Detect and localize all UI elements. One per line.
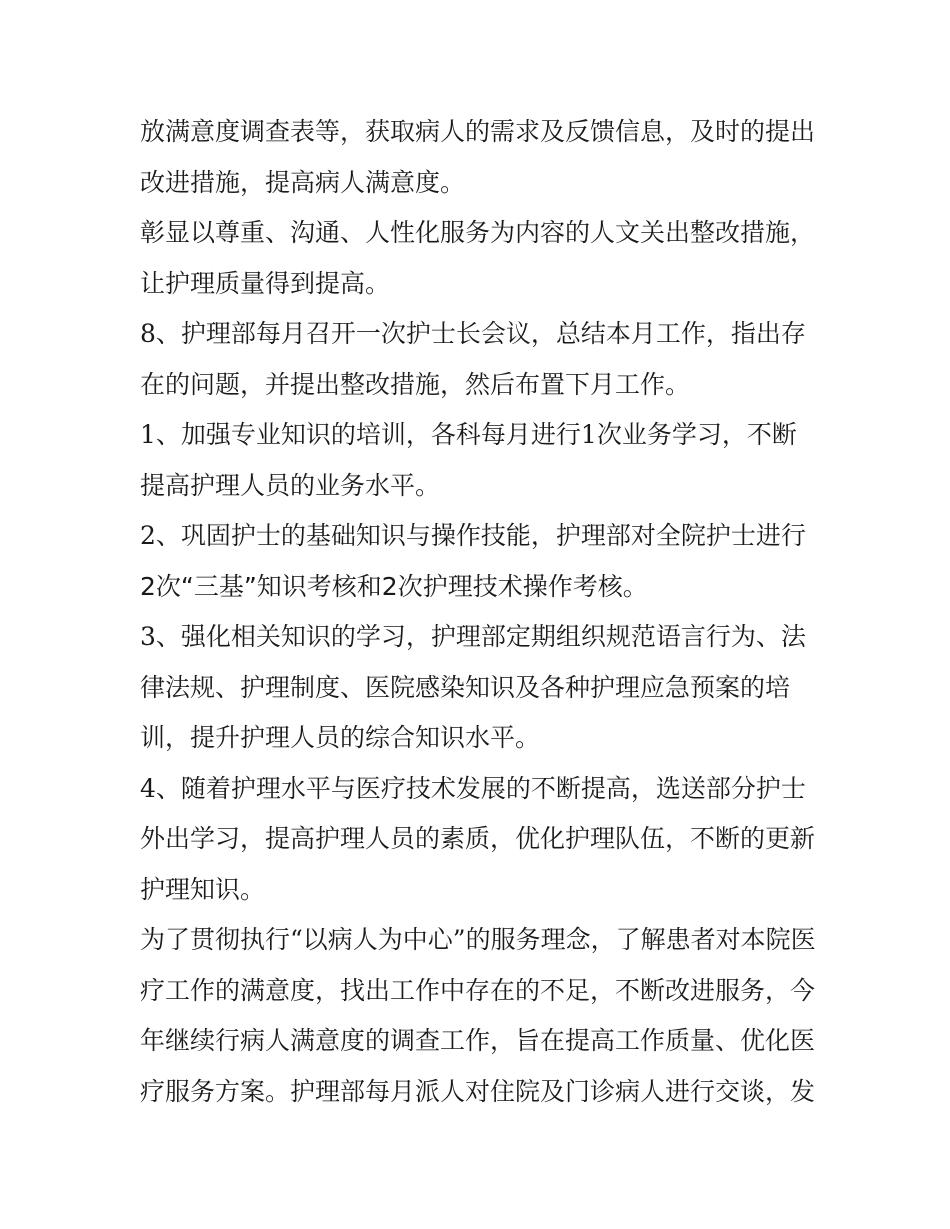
text-line-7: 1、加强专业知识的培训，各科每月进行1次业务学习，不断 xyxy=(140,420,797,449)
text-line-11: 3、强化相关知识的学习，护理部定期组织规范语言行为、法 xyxy=(140,622,806,651)
text-line-19: 年继续行病人满意度的调查工作，旨在提高工作质量、优化医 xyxy=(140,1026,816,1055)
text-line-3: 彰显以尊重、沟通、人性化服务为内容的人文关出整改措施， xyxy=(140,218,816,247)
text-line-1: 放满意度调查表等，获取病人的需求及反馈信息，及时的提出 xyxy=(140,117,816,146)
text-line-20: 疗服务方案。护理部每月派人对住院及门诊病人进行交谈，发 xyxy=(140,1076,816,1106)
text-line-12: 律法规、护理制度、医院感染知识及各种护理应急预案的培 xyxy=(140,672,791,702)
text-line-9: 2、巩固护士的基础知识与操作技能，护理部对全院护士进行 xyxy=(140,521,806,550)
text-line-16: 护理知识。 xyxy=(140,874,266,904)
text-line-6: 在的问题，并提出整改措施，然后布置下月工作。 xyxy=(140,369,691,399)
text-line-13: 训，提升护理人员的综合知识水平。 xyxy=(140,723,541,752)
text-line-2: 改进措施，提高病人满意度。 xyxy=(140,167,466,197)
text-line-17: 为了贯彻执行“以病人为中心”的服务理念，了解患者对本院医 xyxy=(140,925,816,954)
text-line-15: 外出学习，提高护理人员的素质，优化护理队伍，不断的更新 xyxy=(140,824,816,853)
text-line-10: 2次“三基”知识考核和2次护理技术操作考核。 xyxy=(140,571,648,601)
text-line-4: 让护理质量得到提高。 xyxy=(140,268,391,298)
text-line-14: 4、随着护理水平与医疗技术发展的不断提高，选送部分护士 xyxy=(140,773,806,803)
text-line-8: 提高护理人员的业务水平。 xyxy=(140,470,441,500)
text-line-18: 疗工作的满意度，找出工作中存在的不足，不断改进服务，今 xyxy=(140,975,816,1005)
text-line-5: 8、护理部每月召开一次护士长会议，总结本月工作，指出存 xyxy=(140,319,806,348)
document-body xyxy=(140,107,820,1117)
